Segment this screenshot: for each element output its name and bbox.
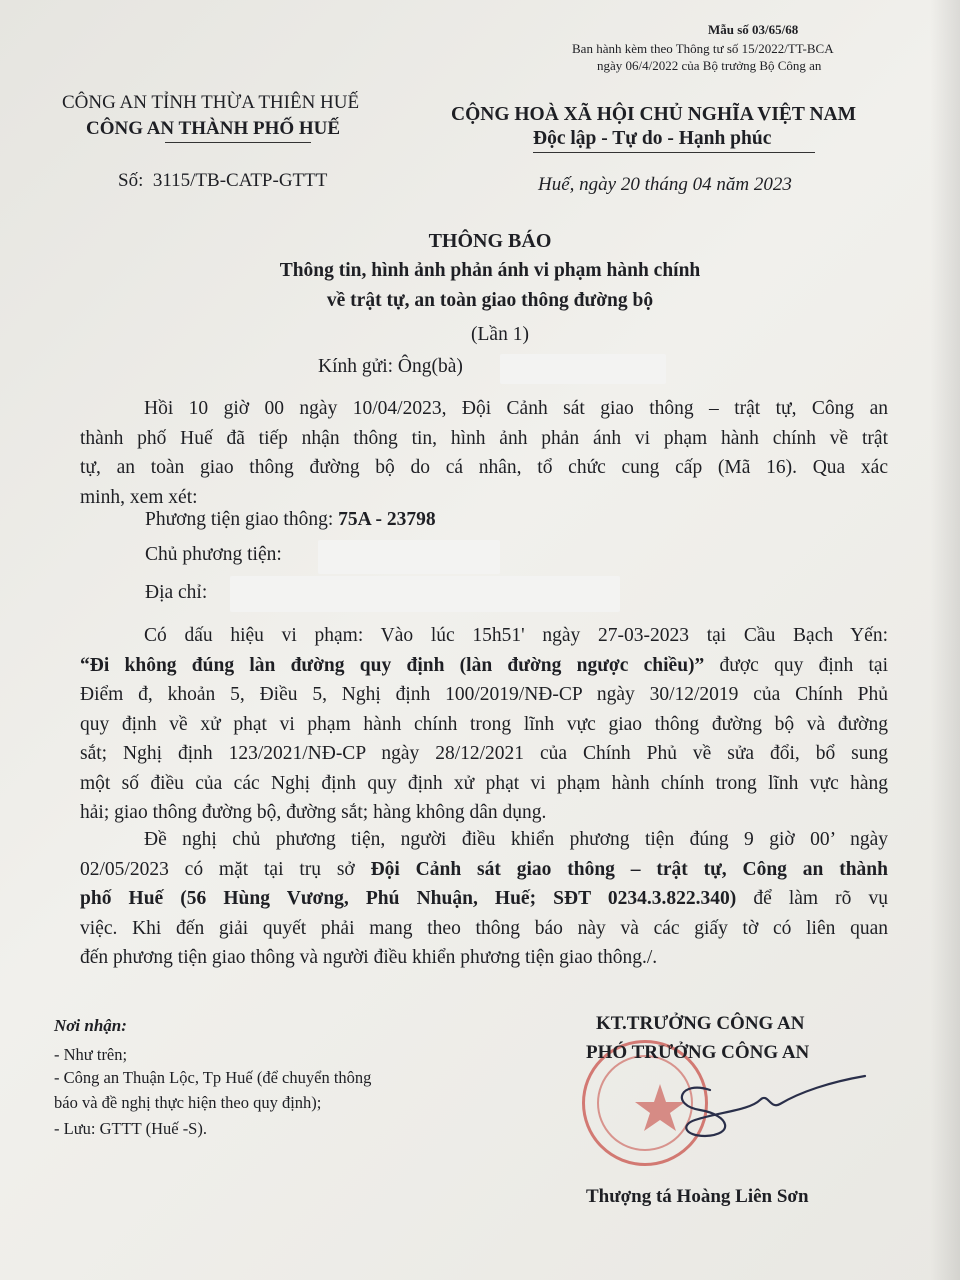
request-line: đến phương tiện giao thông và người điều khiển phương tiện giao thông./.: [80, 947, 658, 968]
recipients-title: Nơi nhận:: [54, 1016, 127, 1035]
violation-line: một số điều của các Nghị định quy định xử phạt vi phạm hành chính trong lĩnh vực hàng: [80, 772, 888, 794]
nation-motto: Độc lập - Tự do - Hạnh phúc: [533, 128, 772, 149]
agency-name: CÔNG AN THÀNH PHỐ HUẾ: [86, 118, 341, 139]
violation-line: sắt; Nghị định 123/2021/NĐ-CP ngày 28/12/2021 của Chính Phủ về sửa đổi, bổ sung: [80, 743, 888, 764]
address-label: Địa chỉ:: [145, 582, 208, 603]
request-office-address: phố Huế (56 Hùng Vương, Phú Nhuận, Huế; SĐT 0234.3.822.340): [80, 888, 737, 909]
intro-line: thành phố Huế đã tiếp nhận thông tin, hình ảnh phản ánh vi phạm hành chính về trật: [80, 427, 888, 449]
request-line-end: để làm rõ vụ: [736, 888, 888, 909]
violation-line-rest: được quy định tại: [704, 654, 888, 676]
vehicle-line: [145, 509, 436, 531]
notice-subtitle-1: Thông tin, hình ảnh phản ánh vi phạm hành chính: [279, 260, 701, 281]
reference-label: Số:: [118, 170, 144, 191]
signature-title-1: KT.TRƯỞNG CÔNG AN: [596, 1013, 805, 1034]
form-issued-line2: ngày 06/4/2022 của Bộ trưởng Bộ Công an: [597, 58, 822, 73]
violation-line: hải; giao thông đường bộ, đường sắt; hàng không dân dụng.: [80, 802, 547, 823]
request-line-2: [80, 855, 888, 885]
violation-description: “Đi không đúng làn đường quy định (làn đường ngược chiều)”: [80, 654, 705, 676]
intro-line: minh, xem xét:: [80, 486, 198, 508]
signer-name: Thượng tá Hoàng Liên Sơn: [586, 1186, 809, 1207]
intro-paragraph: [80, 394, 888, 512]
reference-number: [118, 170, 327, 192]
nation-title: CỘNG HOÀ XÃ HỘI CHỦ NGHĨA VIỆT NAM: [451, 104, 857, 125]
intro-line: Hồi 10 giờ 00 ngày 10/04/2023, Đội Cảnh sát giao thông – trật tự, Công an: [144, 398, 888, 419]
violation-line: Điểm đ, khoản 5, Điều 5, Nghị định 100/2019/NĐ-CP ngày 30/12/2019 của Chính Phủ: [80, 684, 888, 705]
vehicle-label: Phương tiện giao thông:: [145, 509, 334, 530]
request-line: Đề nghị chủ phương tiện, người điều khiển phương tiện đúng 9 giờ 00’ ngày: [144, 829, 888, 850]
page-shadow: [930, 0, 960, 1280]
place-date: Huế, ngày 20 tháng 04 năm 2023: [538, 174, 792, 195]
redacted-owner-name: [318, 540, 500, 574]
request-paragraph: [80, 825, 888, 973]
notice-title: THÔNG BÁO: [428, 230, 552, 252]
violation-line: Có dấu hiệu vi phạm: Vào lúc 15h51' ngày 27-03-2023 tại Cầu Bạch Yến:: [144, 625, 888, 646]
violation-line-2: [80, 651, 888, 681]
owner-label: Chủ phương tiện:: [145, 544, 282, 565]
recipient-item: - Lưu: GTTT (Huế -S).: [54, 1119, 207, 1138]
motto-underline: [533, 152, 815, 153]
request-line: việc. Khi đến giải quyết phải mang theo thông báo này và các giấy tờ có liên quan: [80, 917, 888, 939]
violation-paragraph: [80, 621, 888, 828]
request-line-start: 02/05/2023 có mặt tại trụ sở: [80, 858, 371, 880]
recipient-greeting: Kính gửi: Ông(bà): [318, 356, 463, 377]
recipient-item: - Công an Thuận Lộc, Tp Huế (để chuyển thông: [54, 1068, 372, 1087]
vehicle-plate: 75A - 23798: [338, 509, 436, 530]
violation-line: quy định về xử phạt vi phạm hành chính trong lĩnh vực giao thông đường bộ và đường: [80, 713, 888, 735]
notice-round: (Lần 1): [471, 324, 529, 345]
recipient-item-continued: báo và đề nghị thực hiện theo quy định);: [54, 1093, 322, 1112]
redacted-recipient-name: [500, 354, 666, 384]
reference-value: 3115/TB-CATP-GTTT: [152, 170, 328, 191]
form-issued-line1: Ban hành kèm theo Thông tư số 15/2022/TT-BCA: [572, 41, 834, 56]
redacted-address: [230, 576, 620, 612]
notice-subtitle-2: về trật tự, an toàn giao thông đường bộ: [326, 290, 654, 311]
request-line-3: [80, 884, 888, 914]
agency-parent: CÔNG AN TỈNH THỪA THIÊN HUẾ: [62, 92, 360, 113]
handwritten-signature: [640, 1070, 870, 1150]
agency-underline: [165, 142, 311, 143]
signature-title-2: PHÓ TRƯỞNG CÔNG AN: [586, 1042, 810, 1063]
form-number: Mẫu số 03/65/68: [708, 22, 799, 37]
recipient-item: - Như trên;: [54, 1045, 128, 1064]
request-office: Đội Cảnh sát giao thông – trật tự, Công an thành: [370, 858, 888, 880]
intro-line: tự, an toàn giao thông đường bộ do cá nhân, tổ chức cung cấp (Mã 16). Qua xác: [80, 457, 888, 478]
